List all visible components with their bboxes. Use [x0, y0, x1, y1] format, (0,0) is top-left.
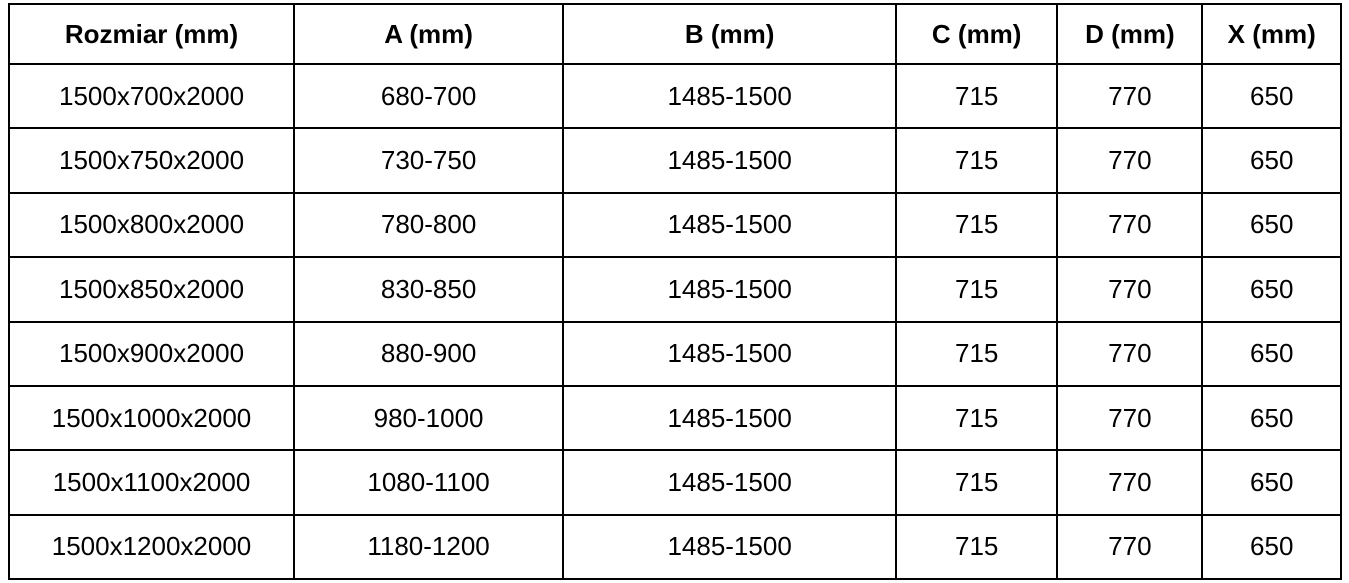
column-header-a: A (mm)	[294, 4, 563, 64]
table-cell-a: 730-750	[294, 128, 563, 192]
table-row	[9, 450, 1341, 514]
table-cell-b: 1485-1500	[563, 322, 896, 386]
table-cell-a: 980-1000	[294, 386, 563, 450]
table-cell-c: 715	[896, 64, 1057, 128]
table-cell-rozmiar: 1500x1000x2000	[9, 386, 294, 450]
table-cell-rozmiar: 1500x1200x2000	[9, 515, 294, 579]
table-cell-c: 715	[896, 128, 1057, 192]
table-cell-b: 1485-1500	[563, 257, 896, 321]
table-row	[9, 515, 1341, 579]
table-cell-b: 1485-1500	[563, 450, 896, 514]
table-row	[9, 193, 1341, 257]
table-cell-c: 715	[896, 193, 1057, 257]
dimensions-spec-table	[8, 3, 1342, 580]
table-cell-rozmiar: 1500x700x2000	[9, 64, 294, 128]
table-cell-c: 715	[896, 450, 1057, 514]
table-cell-a: 1080-1100	[294, 450, 563, 514]
table-cell-b: 1485-1500	[563, 64, 896, 128]
table-row	[9, 322, 1341, 386]
table-cell-rozmiar: 1500x900x2000	[9, 322, 294, 386]
table-cell-a: 880-900	[294, 322, 563, 386]
table-cell-d: 770	[1057, 193, 1202, 257]
table-cell-rozmiar: 1500x1100x2000	[9, 450, 294, 514]
header-row	[9, 4, 1341, 64]
table-cell-c: 715	[896, 257, 1057, 321]
table-cell-c: 715	[896, 515, 1057, 579]
table-header	[9, 4, 1341, 64]
table-cell-b: 1485-1500	[563, 193, 896, 257]
table-cell-x: 650	[1202, 322, 1341, 386]
column-header-c: C (mm)	[896, 4, 1057, 64]
table-row	[9, 64, 1341, 128]
table-cell-b: 1485-1500	[563, 386, 896, 450]
table-cell-b: 1485-1500	[563, 128, 896, 192]
table-cell-a: 1180-1200	[294, 515, 563, 579]
table-cell-d: 770	[1057, 322, 1202, 386]
table-cell-x: 650	[1202, 515, 1341, 579]
table-cell-x: 650	[1202, 128, 1341, 192]
table-cell-x: 650	[1202, 257, 1341, 321]
table-row	[9, 257, 1341, 321]
table-cell-c: 715	[896, 322, 1057, 386]
table-cell-b: 1485-1500	[563, 515, 896, 579]
table-cell-x: 650	[1202, 64, 1341, 128]
table-row	[9, 386, 1341, 450]
table-cell-d: 770	[1057, 515, 1202, 579]
table-cell-x: 650	[1202, 450, 1341, 514]
column-header-x: X (mm)	[1202, 4, 1341, 64]
table-cell-rozmiar: 1500x800x2000	[9, 193, 294, 257]
table-cell-d: 770	[1057, 257, 1202, 321]
table-cell-x: 650	[1202, 193, 1341, 257]
column-header-rozmiar: Rozmiar (mm)	[9, 4, 294, 64]
table-cell-d: 770	[1057, 386, 1202, 450]
table-cell-c: 715	[896, 386, 1057, 450]
table-body	[9, 64, 1341, 579]
table-cell-rozmiar: 1500x850x2000	[9, 257, 294, 321]
table-cell-a: 780-800	[294, 193, 563, 257]
column-header-d: D (mm)	[1057, 4, 1202, 64]
table-cell-x: 650	[1202, 386, 1341, 450]
table-cell-d: 770	[1057, 450, 1202, 514]
column-header-b: B (mm)	[563, 4, 896, 64]
table-cell-a: 680-700	[294, 64, 563, 128]
table-cell-d: 770	[1057, 64, 1202, 128]
table-cell-d: 770	[1057, 128, 1202, 192]
table-cell-a: 830-850	[294, 257, 563, 321]
table-cell-rozmiar: 1500x750x2000	[9, 128, 294, 192]
table-row	[9, 128, 1341, 192]
